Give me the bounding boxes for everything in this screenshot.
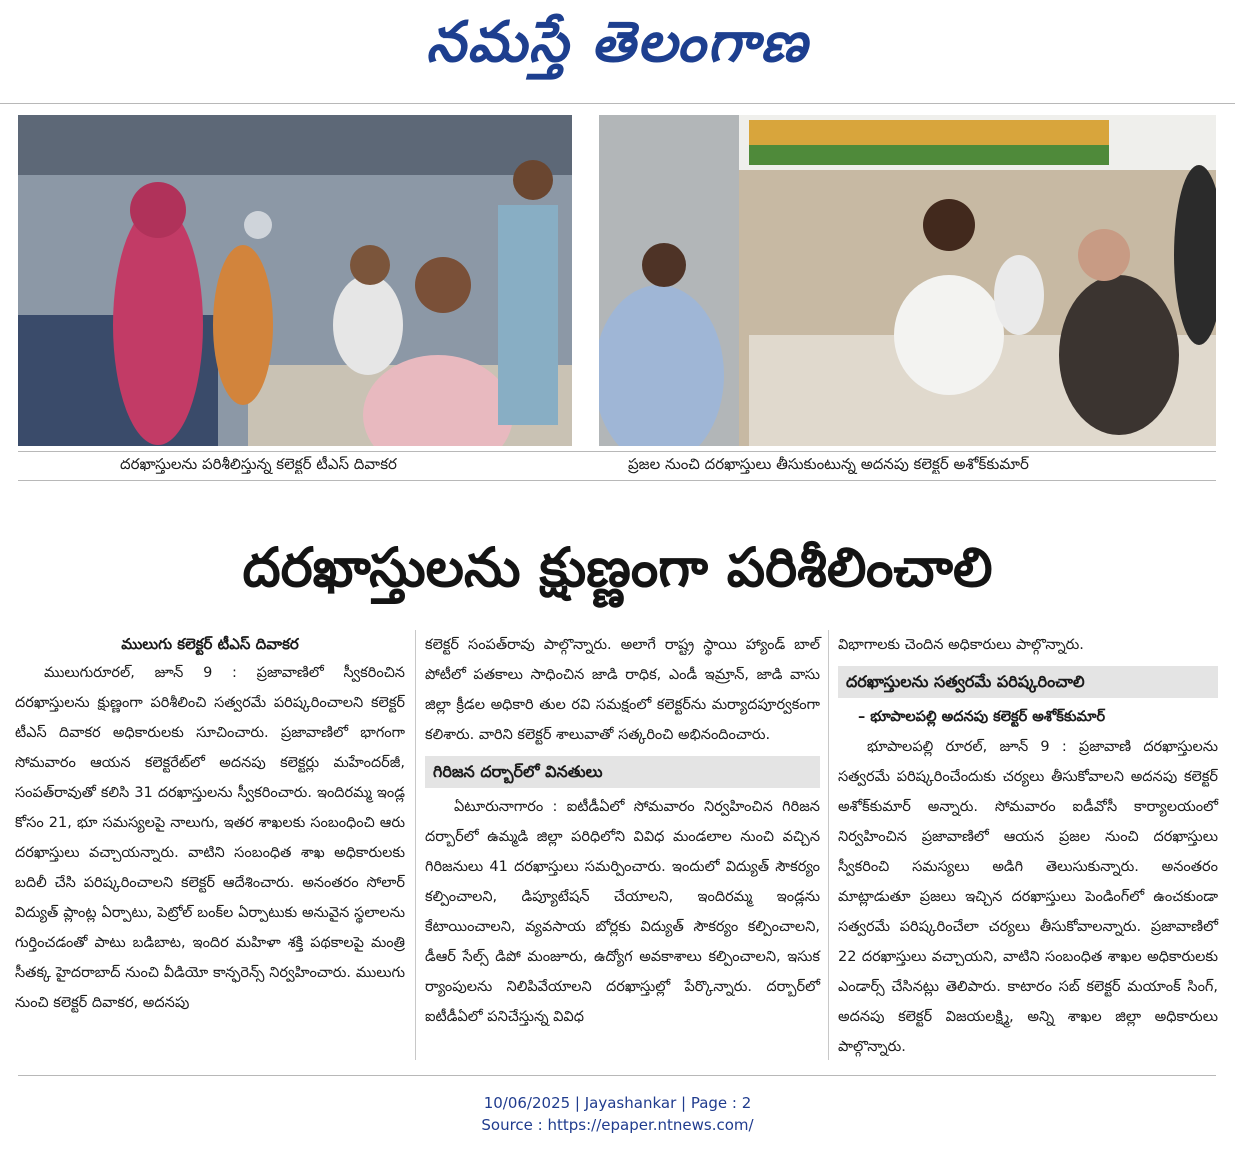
right-photo-caption: ప్రజల నుంచి దరఖాస్తులు తీసుకుంటున్న అదనపు కలెక్టర్ అశోక్‌కుమార్	[628, 455, 1029, 473]
column2-subhead: గిరిజన దర్బార్‌లో వినతులు	[425, 756, 820, 788]
left-photo-caption: దరఖాస్తులను పరిశీలిస్తున్న కలెక్టర్ టీఎస్ దివాకర	[120, 455, 397, 473]
footer-source-link[interactable]: Source : https://epaper.ntnews.com/	[481, 1116, 754, 1134]
column3-byline: – భూపాలపల్లి అదనపు కలెక్టర్ అశోక్‌కుమార్	[858, 709, 1106, 725]
newspaper-logo-title: నమస్తే తెలంగాణ	[426, 10, 809, 75]
masthead-rule	[0, 103, 1235, 104]
column3-body-bottom: భూపాలపల్లి రూరల్, జూన్ 9 : ప్రజావాణి దరఖాస్తులను సత్వరమే పరిష్కరించేందుకు చర్యలు తీసుకోవాలని అదనపు కలెక్టర్ అశోక్‌కుమార్ అన్నారు. సోమవారం ఐడీవోసీ కార్యాలయంలో నిర్వహించిన ప్రజావాణిలో ఆయన ప్రజల నుంచి దరఖాస్తులు స్వీకరించి సమస్యలు అడిగి తెలుసుకున్నారు. అనంతరం మాట్లాడుతూ ప్రజలు ఇచ్చిన దరఖాస్తులు పెండింగ్‌లో ఉంచకుండా సత్వరమే పరిష్కరించేలా చర్యలు తీసుకోవాలన్నారు. ప్రజావాణిలో 22 దరఖాస్తులు వచ్చాయని, వాటిని సంబంధిత శాఖల అధికారులకు ఎండార్స్ చేసినట్లు తెలిపారు. కాటారం సబ్ కలెక్టర్ మయాంక్ సింగ్, అదనపు కలెక్టర్ విజయలక్ష్మి, అన్ని శాఖల జిల్లా అధికారులు పాల్గొన్నారు.	[838, 739, 1218, 1055]
article-column-1	[15, 630, 405, 1018]
column-divider-2	[828, 630, 829, 1060]
column-divider-1	[415, 630, 416, 1060]
photo-additional-collector-receiving	[599, 115, 1216, 446]
column2-body-bottom: ఏటూరునాగారం : ఐటీడీఏలో సోమవారం నిర్వహించిన గిరిజన దర్బార్‌లో ఉమ్మడి జిల్లా పరిధిలోని వివిధ మండలాల నుంచి వచ్చిన గిరిజనులు 41 దరఖాస్తులు సమర్పించారు. ఇందులో విద్యుత్ సౌకర్యం కల్పించాలని, డిప్యూటేషన్ చేయాలని, ఇందిరమ్మ ఇండ్లను కేటాయించాలని, వ్యవసాయ బోర్లకు విద్యుత్ సౌకర్యం కల్పించాలని, డీఆర్ సేల్స్ డిపో మంజూరు, ఉద్యోగ అవకాశాలు కల్పించాలని, ఇసుక ర్యాంపులను నిలిపివేయాలని దరఖాస్తుల్లో పేర్కొన్నారు. దర్బార్‌లో ఐటీడీఏలో పనిచేస్తున్న వివిధ	[425, 799, 820, 1025]
column2-body-top: కలెక్టర్ సంపత్‌రావు పాల్గొన్నారు. అలాగే రాష్ట్ర స్థాయి హ్యాండ్ బాల్ పోటీలో పతకాలు సాధించిన జాడి రాధిక, ఎండీ ఇమ్రాన్, జాడి వాసు జిల్లా క్రీడల అధికారి తుల రవి సమక్షంలో కలెక్టర్‌ను మర్యాదపూర్వకంగా కలిశారు. వారిని కలెక్టర్ శాలువాతో సత్కరించి అభినందించారు.	[425, 637, 820, 743]
column3-body-top: విభాగాలకు చెందిన అధికారులు పాల్గొన్నారు.	[838, 637, 1084, 653]
caption-top-rule	[18, 451, 1216, 452]
caption-bottom-rule	[18, 480, 1216, 481]
column3-subhead: దరఖాస్తులను సత్వరమే పరిష్కరించాలి	[838, 666, 1218, 698]
main-headline: దరఖాస్తులను క్షుణ్ణంగా పరిశీలించాలి	[242, 536, 993, 599]
article-column-2	[425, 630, 820, 1032]
masthead	[0, 0, 1235, 100]
article-column-3	[838, 630, 1218, 1062]
footer-rule	[18, 1075, 1216, 1076]
column1-body: ములుగురూరల్, జూన్ 9 : ప్రజావాణిలో స్వీకరించిన దరఖాస్తులను క్షుణ్ణంగా పరిశీలించి సత్వరమే పరిష్కరించాలని కలెక్టర్ టీఎస్ దివాకర అధికారులకు సూచించారు. ప్రజావాణిలో భాగంగా సోమవారం ఆయన కలెక్టరేట్‌లో అదనపు కలెక్టర్లు మహేందర్‌జీ, సంపత్‌రావుతో కలిసి 31 దరఖాస్తులను స్వీకరించారు. ఇందిరమ్మ ఇండ్ల కోసం 21, భూ సమస్యలపై నాలుగు, ఇతర శాఖలకు సంబంధించి ఆరు దరఖాస్తులు వచ్చాయన్నారు. వాటిని సంబంధిత శాఖ అధికారులకు బదిలీ చేసి పరిష్కరించాలని కలెక్టర్ ఆదేశించారు. అనంతరం సోలార్ విద్యుత్ ప్లాంట్ల ఏర్పాటు, పెట్రోల్ బంక్‌ల ఏర్పాటుకు అనువైన స్థలాలను గుర్తించడంతో పాటు బడిబాట, ఇందిర మహిళా శక్తి పథకాలపై మంత్రి సీతక్క హైదరాబాద్ నుంచి వీడియో కాన్ఫరెన్స్ నిర్వహించారు. ములుగు నుంచి కలెక్టర్ దివాకర, అదనపు	[15, 665, 405, 1011]
footer-date-edition: 10/06/2025 | Jayashankar | Page : 2	[483, 1094, 752, 1112]
photo-collector-reviewing	[18, 115, 572, 446]
column1-byline: ములుగు కలెక్టర్ టీఎస్ దివాకర	[121, 635, 299, 653]
